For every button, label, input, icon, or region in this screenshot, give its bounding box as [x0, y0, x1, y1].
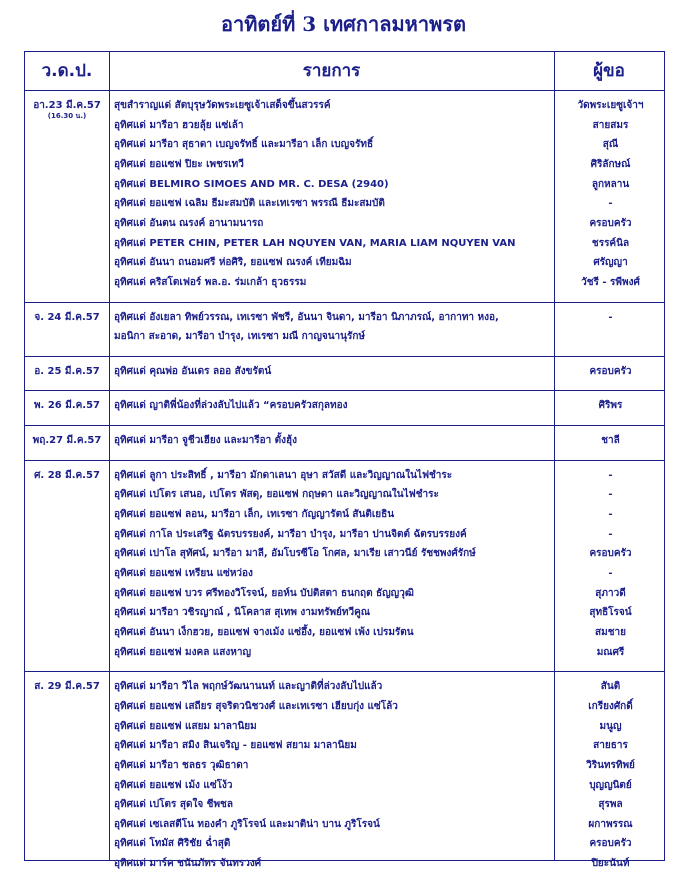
requester-cell: ศิริพร [598, 400, 623, 412]
requester-cell: - [608, 509, 613, 521]
requester-cell: สายธาร [593, 740, 628, 752]
requester-cell: - [608, 198, 613, 210]
date-cell: ศ. 28 มี.ค.57 [34, 469, 100, 481]
requester-cell: สุณี [602, 139, 619, 151]
requester-cell: สมชาย [595, 626, 626, 638]
intention-item: อุทิศแด่ ยอแซฟ บวร ศรีทองวิโรจน์, ยอห์น บัปติสตา ธนกฤต ธัญญวุฒิ [114, 587, 414, 599]
requester-cell: ศิริลักษณ์ [590, 158, 631, 170]
requester-cell: บุญญนิตย์ [589, 779, 632, 791]
intention-item: อุทิศแด่ ญาติพี่น้องที่ล่วงลับไปแล้ว “ครอบครัวสกุลทอง [114, 400, 348, 412]
requester-cell: สุภาวดี [595, 587, 626, 599]
requester-cell: - [608, 568, 613, 579]
requester-cell: มนูญ [599, 720, 622, 732]
row-divider [25, 425, 664, 426]
row-divider [25, 390, 664, 391]
intention-item: อุทิศแด่ คุณพ่อ อันเดร ลออ สังขรัตน์ [114, 365, 272, 377]
requester-cell: วิรินทรทิพย์ [586, 759, 635, 771]
date-cell: อ. 25 มี.ค.57 [34, 365, 100, 377]
requester-cell: ครอบครัว [589, 838, 632, 850]
intention-item: อุทิศแด่ มารีอา ชลธร วุฒิธาดา [114, 759, 249, 771]
requester-cell: เกรียงศักดิ์ [588, 700, 633, 712]
requester-cell: ครอบครัว [589, 217, 632, 229]
requester-cell: สุรพล [598, 799, 623, 811]
header-divider [25, 90, 664, 91]
intention-item: อุทิศแด่ มารีอา ฮวยลุ้ย แซ่เล้า [114, 119, 244, 131]
intention-item: อุทิศแด่ ยอแซฟ ลอน, มารีอา เล็ก, เทเรซา กัญญารัตน์ สันติเยธิน [114, 509, 395, 521]
intention-item: อุทิศแด่ มารีอา วิไล พฤกษ์วัฒนานนท์ และญาติที่ล่วงลับไปแล้ว [114, 681, 383, 693]
date-cell: พฤ.27 มี.ค.57 [32, 435, 102, 447]
date-cell: ส. 29 มี.ค.57 [34, 681, 100, 693]
date-cell: อา.23 มี.ค.57 [33, 100, 101, 111]
row-divider [25, 460, 664, 461]
mass-intentions-table [24, 51, 665, 870]
requester-cell: วัชรี - รพีพงศ์ [581, 276, 640, 288]
requester-cell: - [608, 489, 613, 501]
intention-item: อุทิศแด่ ลูกา ประสิทธิ์ , มารีอา มักดาเลนา อุษา สวัสดี และวิญญาณในไฟชำระ [114, 469, 453, 481]
requester-cell: - [608, 528, 613, 540]
row-divider [25, 671, 664, 672]
intention-item: อุทิศแด่ มาร์ค ชนันภัทร จันทรวงศ์ [114, 858, 262, 870]
column-divider [109, 52, 110, 860]
requester-cell: ผกาพรรณ [588, 818, 633, 830]
intention-item: อุทิศแด่ เปโตร สุดใจ ชีพชล [114, 799, 233, 811]
intention-item: อุทิศแด่ ยอแซฟ ปิยะ เพชรเทวี [114, 158, 244, 170]
intention-item: อุทิศแด่ อันตน ณรงค์ อานามนารถ [114, 217, 264, 229]
row-divider [25, 356, 664, 357]
intention-item: อุทิศแด่ ยอแซฟ เฉลิม ธีมะสมบัติ และเทเรซา พรรณี ธีมะสมบัติ [114, 198, 385, 210]
requester-cell: สายสมร [592, 119, 629, 131]
intention-item: มอนิกา สะอาด, มารีอา บำรุง, เทเรซา มณี กาญจนานุรักษ์ [114, 331, 366, 343]
requester-cell: สุทธิโรจน์ [589, 607, 632, 619]
intention-item: อุทิศแด่ มารีอา สุธาดา เบญจรัทธิ์ และมารีอา เล็ก เบญจรัทธิ์ [114, 139, 374, 151]
intention-item: สุขสำราญแด่ สัตบุรุษวัดพระเยซูเจ้าเสด็จขึ้นสวรรค์ [114, 100, 331, 111]
requester-cell: - [608, 469, 613, 481]
requester-cell: ปิยะนันท์ [591, 858, 630, 870]
requester-cell: ครอบครัว [589, 548, 632, 560]
requester-cell: วัดพระเยซูเจ้าฯ [577, 100, 644, 111]
intention-item: อุทิศแด่ PETER CHIN, PETER LAH NQUYEN VAN, MARIA LIAM NQUYEN VAN [114, 237, 516, 249]
header-items: รายการ [302, 61, 361, 81]
requester-cell: สันติ [600, 681, 621, 693]
intention-item: อุทิศแด่ อันนา ถนอมศรี ห่อศิริ, ยอแซฟ ณรงค์ เทียมฉิม [114, 257, 352, 269]
intention-item: อุทิศแด่ ยอแซฟ มงคล แสงหาญ [114, 646, 251, 658]
intention-item: อุทิศแด่ เปโตร เสนอ, เปโตร พัสดุ, ยอแซฟ กฤษดา และวิญญาณในไฟชำระ [114, 489, 439, 501]
intention-item: อุทิศแด่ มารีอา จูชีวเฮียง และมารีอา ตั้งฮุ้ง [114, 435, 298, 447]
header-requester: ผู้ขอ [593, 61, 625, 81]
intention-item: อุทิศแด่ มารีอา สมิง สินเจริญ - ยอแซฟ สยาม มาลานิยม [114, 740, 357, 752]
intention-item: อุทิศแด่ มารีอา วชิรญาณ์ , นิโคลาส สุเทพ งามทรัพย์ทวีคูณ [114, 607, 371, 619]
intention-item: อุทิศแด่ โทมัส ศิริชัย ฉ่ำสุดิ [114, 838, 231, 850]
intention-item: อุทิศแด่ ยอแซฟ แสยม มาลานิยม [114, 720, 257, 732]
intention-item: อุทิศแด่ ยอแซฟ เหรียน แซ่หว่อง [114, 568, 253, 579]
requester-cell: ศรัญญา [593, 257, 628, 269]
intention-item: อุทิศแด่ ยอแซฟ เม้ง แซ่โง้ว [114, 779, 233, 791]
requester-cell: มณศรี [596, 646, 625, 658]
intention-item: อุทิศแด่ กาโล ประเสริฐ ฉัตรบรรยงค์, มารีอา บำรุง, มารีอา ปานจิตต์ ฉัตรบรรยงค์ [114, 528, 467, 540]
header-date: ว.ด.ป. [41, 61, 93, 81]
intention-item: อุทิศแด่ BELMIRO SIMOES AND MR. C. DESA (2940) [114, 178, 389, 190]
intention-item: อุทิศแด่ เซเลสตีโน ทองคำ ภูริโรจน์ และมาติน่า บาน ภูริโรจน์ [114, 818, 380, 830]
requester-cell: ชรรค์นิล [591, 237, 630, 249]
date-cell: จ. 24 มี.ค.57 [34, 311, 100, 323]
intention-item: อุทิศแด่ เปาโล สุทัศน์, มารีอา มาลี, อัมโบรซีโอ โกศล, มาเรีย เสาวนีย์ รัชชพงศ์รักษ์ [114, 548, 476, 560]
time-note: (16.30 น.) [47, 112, 87, 120]
intention-item: อุทิศแด่ ยอแซฟ เสถียร สุจริตวนิชวงศ์ และเทเรซา เฮียบกุ่ง แซ่โล้ว [114, 700, 398, 712]
requester-cell: ชาลี [601, 435, 620, 447]
requester-cell: ครอบครัว [589, 365, 632, 377]
page-title: อาทิตย์ที่ 3 เทศกาลมหาพรต [221, 12, 466, 36]
intention-item: อุทิศแด่ อันนา เง็กฮวย, ยอแซฟ จางเม้ง แซ่อึ้ง, ยอแซฟ เพ้ง เปรมรัตน [114, 626, 414, 638]
date-cell: พ. 26 มี.ค.57 [33, 400, 101, 412]
intention-item: อุทิศแด่ อังเยลา ทิพย์วรรณ, เทเรซา พัชรี, อันนา จินดา, มารีอา นิภาภรณ์, อากาทา หงอ, [114, 311, 499, 323]
intention-item: อุทิศแด่ คริสโตเฟอร์ พล.อ. ร่มเกล้า ธุวธรรม [114, 276, 307, 288]
row-divider [25, 302, 664, 303]
requester-cell: - [608, 311, 613, 323]
requester-cell: ลูกหลาน [591, 178, 630, 190]
